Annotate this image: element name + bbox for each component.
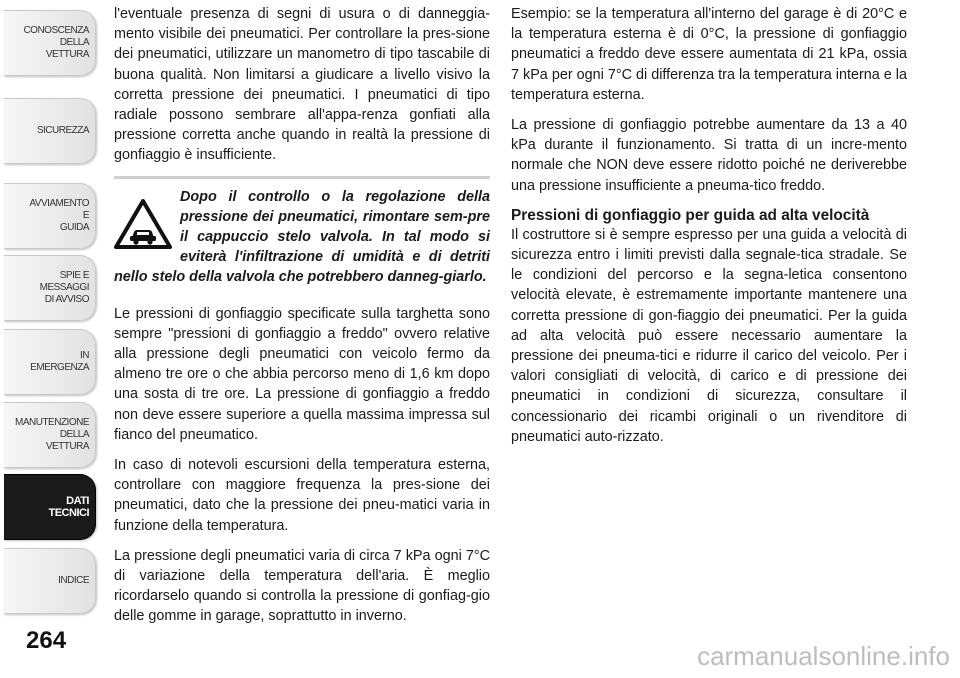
warning-text: Dopo il controllo o la regolazione della pressione dei pneumatici, rimontare sem-pre il cappuccio stelo valvola. In tal modo si eviterà l'infiltrazione di umidità e di detriti nello stelo della valvola che potrebbero danneg-giarlo. xyxy=(114,188,490,286)
section-heading: Pressioni di gonfiaggio per guida ad alta velocità xyxy=(511,206,870,224)
paragraph: La pressione degli pneumatici varia di circa 7 kPa ogni 7°C di variazione della temperatura dell'aria. È meglio ricordarselo quando si controlla la pressione di gonfiag-gio delle gomme in garage, soprattutto in inverno. xyxy=(114,547,490,625)
tab-manutenzione-della-vettura[interactable] xyxy=(4,402,96,468)
paragraph: l'eventuale presenza di segni di usura o di danneggia-mento visibile dei pneumatici. Per controllare la pres-sione dei pneumatici, utilizzare un manometro di tipo tascabile di buona qualità. Non limitarsi a giudicare a livello visivo la corretta pressione dei pneumatici. I pneumatici di tipo radiale possono sembrare all'appa-renza gonfiati alla pressione corretta anche quando in realtà la pressione di gonfiaggio è insufficiente. xyxy=(114,6,490,164)
paragraph: Esempio: se la temperatura all'interno del garage è di 20°C e la temperatura esterna è di 0°C, la pressione di gonfiaggio pneumatici a freddo deve essere aumentata di 21 kPa, ossia 7 kPa per ogni 7°C di differenza tra la temperatura interna e la temperatura esterna. xyxy=(511,6,907,103)
tab-label: SICUREZZA xyxy=(36,125,89,136)
watermark: carmanualsonline.info xyxy=(697,641,950,671)
tab-indice[interactable] xyxy=(4,548,96,614)
paragraph: La pressione di gonfiaggio potrebbe aumentare da 13 a 40 kPa durante il funzionamento. Si tratta di un incre-mento normale che NON deve essere ridotto poiché ne deriverebbe una pressione insufficiente a pneuma-tico freddo. xyxy=(511,117,907,194)
tab-label: SPIE E MESSAGGI DI AVVISO xyxy=(39,270,89,305)
paragraph: In caso di notevoli escursioni della temperatura esterna, controllare con maggiore frequenza la pres-sione dei pneumatici, dato che la pressione dei pneu-matici varia in funzione della temperatura. xyxy=(114,457,490,534)
warning-triangle-icon xyxy=(114,199,172,249)
tab-label: INDICE xyxy=(58,575,89,586)
page-number: 264 xyxy=(26,627,67,654)
tab-label: AVVIAMENTO E GUIDA xyxy=(29,198,89,233)
tab-label: CONOSCENZA DELLA VETTURA xyxy=(23,25,89,60)
tab-label: MANUTENZIONE DELLA VETTURA xyxy=(15,417,89,452)
tab-sicurezza[interactable] xyxy=(4,98,96,164)
tab-label: IN EMERGENZA xyxy=(30,350,89,373)
paragraph: Il costruttore si è sempre espresso per una guida a velocità di sicurezza entro i limiti previsti dalla segnale-tica stradale. Se le condizioni del percorso e la segna-letica consentono velocità elevate, è estremamente importante mantenere una corretta pressione di gon-fiaggio dei pneumatici. Per la guida ad alta velocità può essere necessario aumentare la pressione dei pneuma-tici e ridurre il carico del veicolo. Per i valori consigliati di velocità, di carico e di pressione dei pneumatici in condizioni di sicurezza, consultare il concessionario dei ricambi originali o un rivenditore di pneumatici auto-rizzato. xyxy=(511,226,907,445)
tab-spie-e-messaggi[interactable] xyxy=(4,255,96,321)
left-column xyxy=(114,4,490,637)
tab-in-emergenza[interactable] xyxy=(4,329,96,395)
tab-dati-tecnici[interactable] xyxy=(4,474,96,540)
warning-box xyxy=(114,176,490,288)
tab-avviamento-e-guida[interactable] xyxy=(4,183,96,249)
right-column xyxy=(511,4,907,457)
paragraph: Le pressioni di gonfiaggio specificate sulla targhetta sono sempre "pressioni di gonfiaggio a freddo" ovvero relative alla pressione degli pneumatici con veicolo fermo da almeno tre ore o che abbia percorso meno di 1,6 km dopo una sosta di tre ore. La pressione di gonfiaggio a freddo non deve essere superiore a quella massima impressa sul fianco del pneumatico. xyxy=(114,305,490,443)
sidebar-nav xyxy=(0,0,100,678)
tab-label: DATI TECNICI xyxy=(48,495,89,519)
tab-conoscenza-della-vettura[interactable] xyxy=(4,10,96,76)
